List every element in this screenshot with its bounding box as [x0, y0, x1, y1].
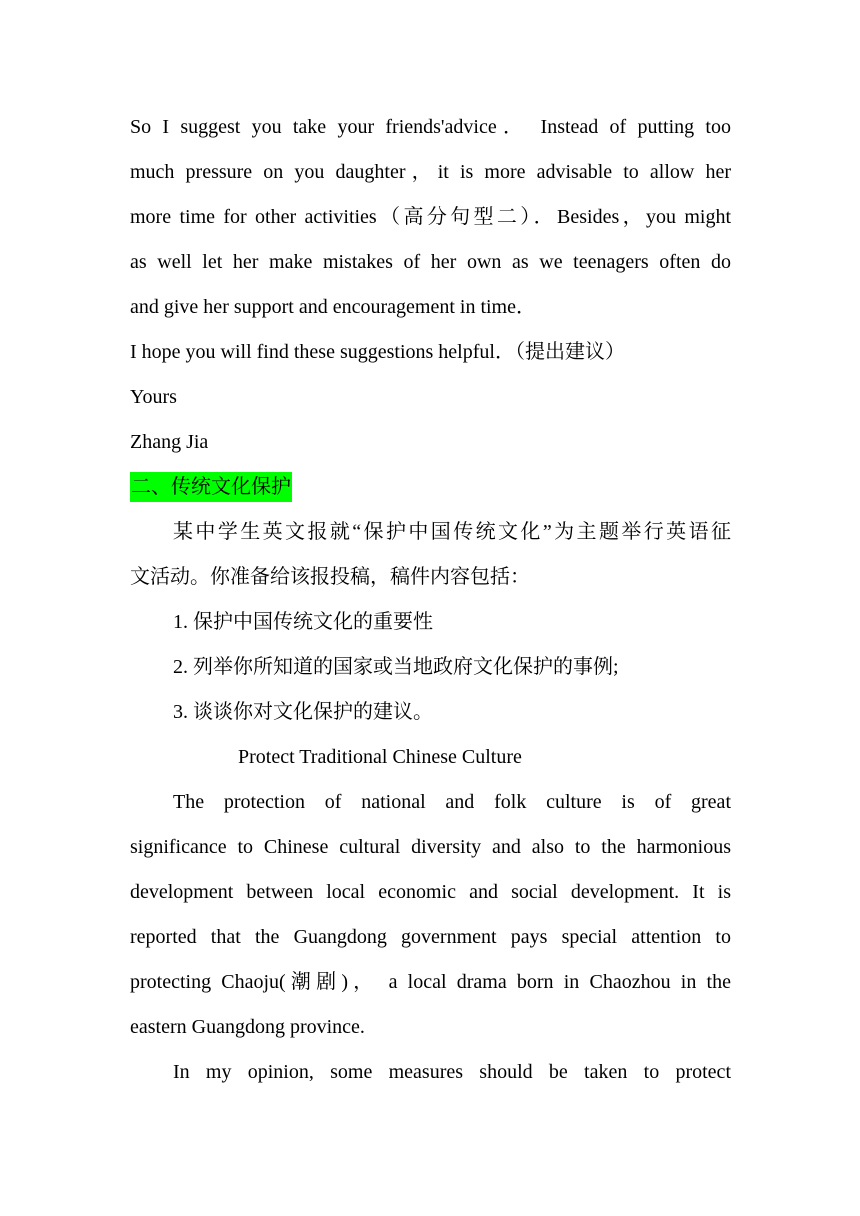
section-heading-row: [130, 465, 731, 510]
letter-line: much pressure on you daughter，it is more advisable to allow her: [130, 161, 731, 183]
requirement-item: 2. 列举你所知道的国家或当地政府文化保护的事例;: [173, 656, 619, 678]
prompt-line: 文活动。你准备给该报投稿，稿件内容包括：: [130, 566, 530, 588]
letter-closing-line: I hope you will find these suggestions helpful．（提出建议）: [130, 341, 625, 363]
essay-line: significance to Chinese cultural diversity and also to the harmonious: [130, 836, 731, 858]
document-content: [130, 105, 731, 1095]
requirement-item: 3. 谈谈你对文化保护的建议。: [173, 701, 433, 723]
requirement-item: 1. 保护中国传统文化的重要性: [173, 611, 433, 633]
essay-line: eastern Guangdong province.: [130, 1016, 365, 1038]
essay-line: development between local economic and social development. It is: [130, 881, 731, 903]
essay-line: In my opinion, some measures should be taken to protect: [173, 1061, 731, 1083]
essay-line: protecting Chaoju(潮剧)， a local drama born in Chaozhou in the: [130, 971, 731, 993]
letter-line: more time for other activities（高分句型二）．Besides，you might: [130, 206, 731, 228]
letter-line: and give her support and encouragement in time．: [130, 296, 536, 318]
essay-line: reported that the Guangdong government pays special attention to: [130, 926, 731, 948]
letter-line: as well let her make mistakes of her own as we teenagers often do: [130, 251, 731, 273]
section-heading: 二、传统文化保护: [130, 472, 292, 502]
essay-title: Protect Traditional Chinese Culture: [238, 746, 522, 768]
essay-line: The protection of national and folk culture is of great: [173, 791, 731, 813]
prompt-line: 某中学生英文报就“保护中国传统文化”为主题举行英语征: [173, 521, 731, 543]
letter-signoff: Yours: [130, 386, 177, 408]
letter-signature: Zhang Jia: [130, 431, 209, 453]
letter-line: So I suggest you take your friends'advice． Instead of putting too: [130, 116, 731, 138]
